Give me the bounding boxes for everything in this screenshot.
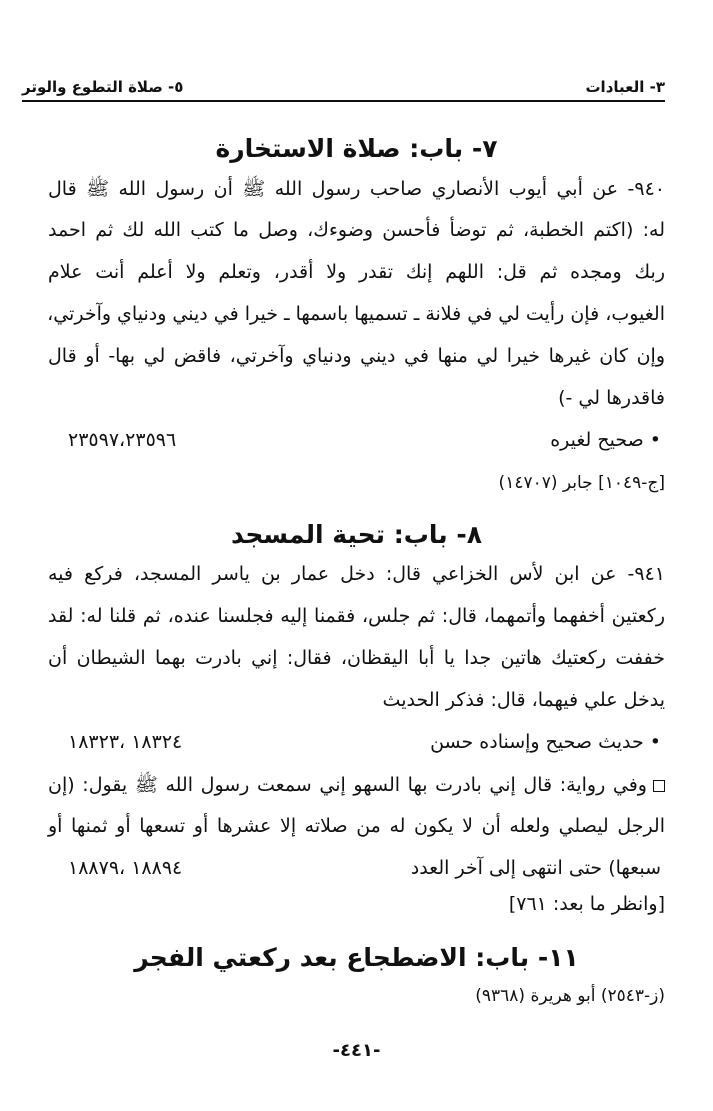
variant-references: ١٨٨٩٤ ،١٨٨٧٩ (68, 857, 183, 879)
section-heading-idtija: ١١- باب: الاضطجاع بعد ركعتي الفجر (134, 943, 579, 972)
hadith-941-line-1: ٩٤١- عن ابن لأس الخزاعي قال: دخل عمار بن ياسر المسجد، فركع فيه (48, 563, 665, 585)
variant-text-3: سبعها) حتى انتهى إلى آخر العدد (410, 857, 661, 879)
hadith-940-line-6: فاقدرها لي -) (558, 387, 665, 409)
source-reference: (ز-٢٥٤٣) أبو هريرة (٩٣٦٨) (475, 986, 665, 1006)
hadith-940-line-2: له: (اكتم الخطبة، ثم توضأ فأحسن وضوءك، وصل ما كتب الله لك ثم احمد (48, 219, 665, 241)
section-heading-istikhara: ٧- باب: صلاة الاستخارة (215, 134, 498, 163)
see-also-note: [وانظر ما بعد: ٧٦١] (508, 893, 665, 915)
variant-last-line (48, 857, 665, 879)
square-bullet-icon (653, 780, 665, 792)
variant-line-1 (48, 773, 665, 801)
hadith-940-grading (48, 429, 665, 451)
hadith-941-line-3: خففت ركعتيك هاتين جدا يا أبا اليقظان، فقال: إني بادرت بهما الشيطان أن (48, 647, 665, 669)
grade-references: ١٨٣٢٤ ،١٨٣٢٣ (68, 731, 183, 753)
grade-label: • صحيح لغيره (550, 429, 661, 451)
header-section: ٥- صلاة التطوع والوتر (22, 78, 184, 96)
header-rule (22, 100, 665, 102)
grade-label: • حديث صحيح وإسناده حسن (430, 731, 661, 753)
page-number: -٤٤١- (332, 1040, 381, 1061)
hadith-940-line-3: ربك ومجده ثم قل: اللهم إنك تقدر ولا أقدر، وتعلم ولا أعلم أنت علام (48, 261, 665, 283)
hadith-940-line-1: ٩٤٠- عن أبي أيوب الأنصاري صاحب رسول الله ﷺ أن رسول الله ﷺ قال (48, 178, 665, 200)
section-heading-tahiyyat-masjid: ٨- باب: تحية المسجد (230, 520, 483, 549)
hadith-941-grading (48, 731, 665, 753)
hadith-941-line-4: يدخل علي فيهما، قال: فذكر الحديث (382, 689, 665, 711)
header-chapter: ٣- العبادات (585, 78, 665, 96)
source-reference: [ج-١٠٤٩] جابر (١٤٧٠٧) (498, 473, 665, 493)
variant-line-2: الرجل ليصلي ولعله أن لا يكون له من صلاته إلا عشرها أو تسعها أو ثمنها أو (48, 815, 665, 837)
hadith-941-line-2: ركعتين أخفهما وأتمهما، قال: ثم جلس، فقمنا إليه فجلسنا عنده، ثم قلنا له: لقد (48, 605, 665, 627)
grade-references: ٢٣٥٩٧،٢٣٥٩٦ (68, 429, 177, 451)
hadith-940-line-4: الغيوب، فإن رأيت لي في فلانة ـ تسميها باسمها ـ خيرا في ديني ودنياي وآخرتي، (47, 303, 665, 325)
running-header (22, 70, 665, 96)
hadith-940-line-5: وإن كان غيرها خيرا لي منها في ديني ودنياي وآخرتي، فاقض لي بها- أو قال (48, 345, 665, 367)
variant-text-1: وفي رواية: قال إني بادرت بها السهو إني سمعت رسول الله ﷺ يقول: (إن (48, 774, 647, 796)
